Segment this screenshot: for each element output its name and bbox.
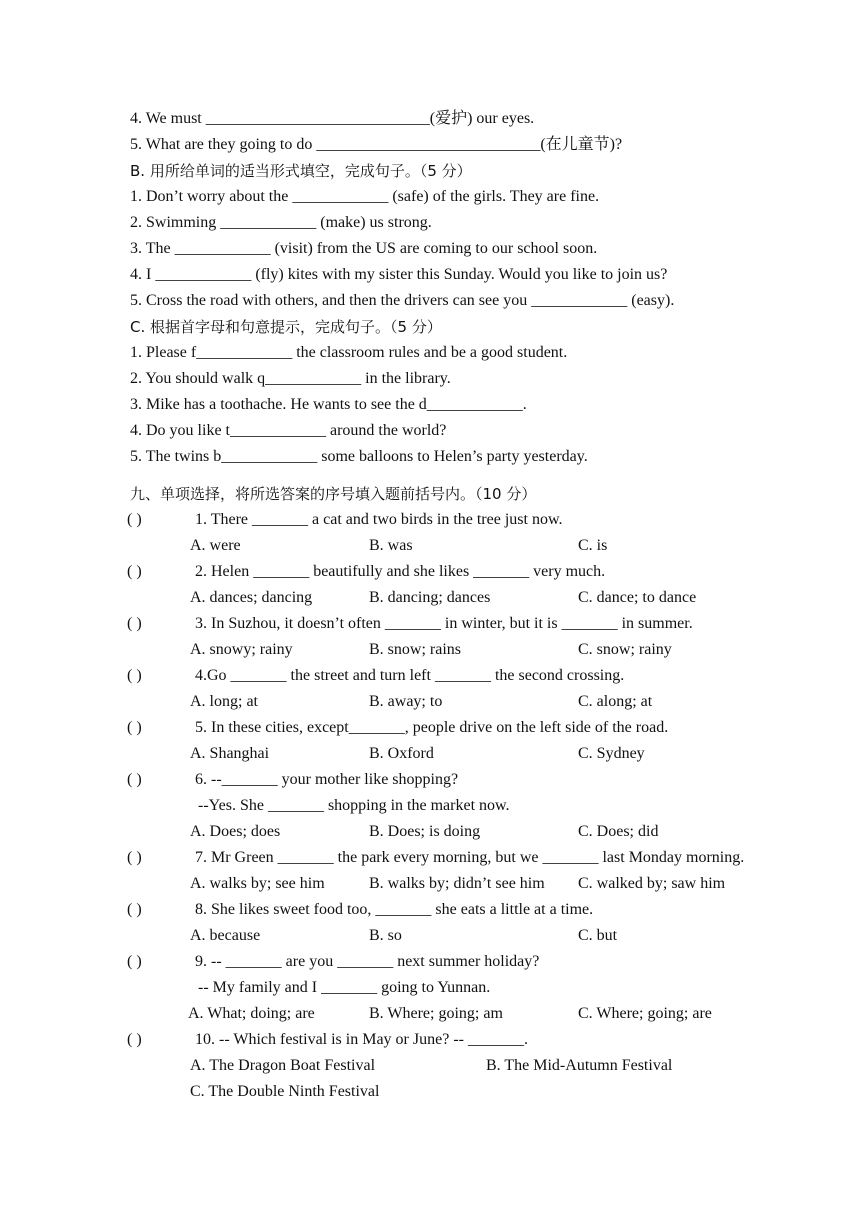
answer-paren[interactable]: ( ): [127, 667, 142, 684]
option-c: C. walked by; saw him: [578, 875, 726, 892]
option-b: B. Does; is doing: [369, 823, 481, 840]
answer-paren[interactable]: ( ): [127, 615, 142, 632]
question-line: 5. Cross the road with others, and then the drivers can see you ____________ (easy).: [130, 292, 675, 309]
option-c: C. Where; going; are: [578, 1005, 712, 1022]
option-c: C. Does; did: [578, 823, 659, 840]
option-b: B. Where; going; am: [369, 1005, 503, 1022]
option-b: B. was: [369, 537, 413, 554]
option-c: C. The Double Ninth Festival: [190, 1083, 380, 1100]
option-a: A. were: [190, 537, 241, 554]
section-heading: 九、单项选择，将所选答案的序号填入题前括号内。（10 分）: [130, 485, 537, 503]
option-a: A. long; at: [190, 693, 258, 710]
question-line: 4. I ____________ (fly) kites with my sister this Sunday. Would you like to join us?: [130, 266, 668, 283]
question-line: -- My family and I _______ going to Yunnan.: [198, 979, 491, 996]
question-line: 10. -- Which festival is in May or June? -- _______.: [195, 1031, 528, 1048]
option-c: C. Sydney: [578, 745, 645, 762]
question-line: 4.Go _______ the street and turn left _______ the second crossing.: [195, 667, 625, 684]
answer-paren[interactable]: ( ): [127, 1031, 142, 1048]
option-c: C. but: [578, 927, 618, 944]
option-b: B. away; to: [369, 693, 443, 710]
question-line: 4. Do you like t____________ around the world?: [130, 422, 447, 439]
section-heading: C. 根据首字母和句意提示，完成句子。（5 分）: [130, 318, 442, 336]
question-line: 2. Helen _______ beautifully and she likes _______ very much.: [195, 563, 606, 580]
question-line: 7. Mr Green _______ the park every morning, but we _______ last Monday morning.: [195, 849, 745, 866]
question-line: 5. The twins b____________ some balloons to Helen’s party yesterday.: [130, 448, 588, 465]
question-line: 8. She likes sweet food too, _______ she eats a little at a time.: [195, 901, 594, 918]
option-a: A. snowy; rainy: [190, 641, 293, 658]
answer-paren[interactable]: ( ): [127, 771, 142, 788]
question-line: 3. Mike has a toothache. He wants to see the d____________.: [130, 396, 527, 413]
option-a: A. Shanghai: [190, 745, 270, 762]
question-line: 4. We must ____________________________(爱护) our eyes.: [130, 110, 535, 127]
answer-paren[interactable]: ( ): [127, 511, 142, 528]
question-line: 2. You should walk q____________ in the library.: [130, 370, 451, 387]
section-heading: B. 用所给单词的适当形式填空，完成句子。（5 分）: [130, 162, 472, 180]
option-a: A. dances; dancing: [190, 589, 313, 606]
question-line: 5. What are they going to do ____________________________(在儿童节)?: [130, 136, 623, 153]
question-line: 3. In Suzhou, it doesn’t often _______ in winter, but it is _______ in summer.: [195, 615, 693, 632]
question-line: 1. Don’t worry about the ____________ (safe) of the girls. They are fine.: [130, 188, 600, 205]
question-line: --Yes. She _______ shopping in the market now.: [198, 797, 510, 814]
option-a: A. What; doing; are: [188, 1005, 315, 1022]
answer-paren[interactable]: ( ): [127, 719, 142, 736]
option-c: C. along; at: [578, 693, 653, 710]
question-line: 3. The ____________ (visit) from the US are coming to our school soon.: [130, 240, 598, 257]
answer-paren[interactable]: ( ): [127, 953, 142, 970]
question-line: 6. --_______ your mother like shopping?: [195, 771, 459, 788]
option-a: A. The Dragon Boat Festival: [190, 1057, 376, 1074]
answer-paren[interactable]: ( ): [127, 563, 142, 580]
option-a: A. walks by; see him: [190, 875, 325, 892]
question-line: 1. There _______ a cat and two birds in the tree just now.: [195, 511, 563, 528]
option-a: A. because: [190, 927, 261, 944]
question-line: 9. -- _______ are you _______ next summer holiday?: [195, 953, 540, 970]
option-b: B. dancing; dances: [369, 589, 491, 606]
option-b: B. walks by; didn’t see him: [369, 875, 545, 892]
option-b: B. Oxford: [369, 745, 434, 762]
option-c: C. is: [578, 537, 608, 554]
question-line: 2. Swimming ____________ (make) us strong.: [130, 214, 432, 231]
option-b: B. snow; rains: [369, 641, 461, 658]
answer-paren[interactable]: ( ): [127, 849, 142, 866]
option-c: C. dance; to dance: [578, 589, 697, 606]
question-line: 5. In these cities, except_______, people drive on the left side of the road.: [195, 719, 669, 736]
option-b: B. so: [369, 927, 402, 944]
answer-paren[interactable]: ( ): [127, 901, 142, 918]
question-line: 1. Please f____________ the classroom rules and be a good student.: [130, 344, 568, 361]
option-c: C. snow; rainy: [578, 641, 672, 658]
option-a: A. Does; does: [190, 823, 281, 840]
option-b: B. The Mid-Autumn Festival: [486, 1057, 673, 1074]
